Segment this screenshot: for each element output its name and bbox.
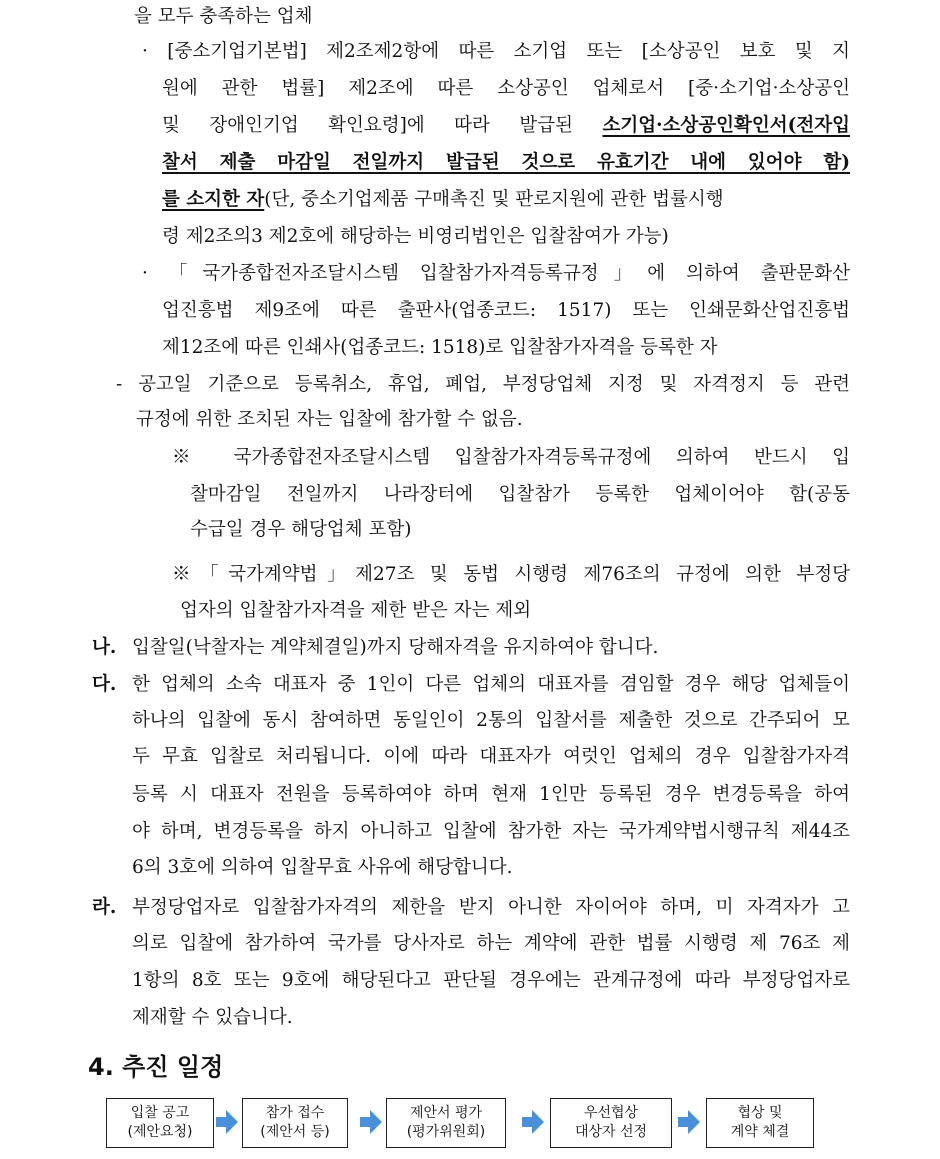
text-span: 및 장애인기업 확인요령]에 따라 발급된 [162, 115, 573, 136]
flow-step-line: (평가위원회) [406, 1124, 486, 1140]
flow-step [706, 1098, 814, 1148]
text-line: 두 무효 입찰로 처리됩니다. 이에 따라 대표자가 여럿인 업체의 경우 입찰참가자격 [132, 746, 850, 767]
text-line: - 공고일 기준으로 등록취소, 휴업, 폐업, 부정당업체 지정 및 자격정지 등 관련 [116, 374, 850, 395]
text-line: 하나의 입찰에 동시 참여하면 동일인이 2통의 입찰서를 제출한 것으로 간주되어 모 [132, 710, 850, 731]
text-line: 제재할 수 있습니다. [132, 1007, 293, 1028]
text-line: 령 제2조의3 제2호에 해당하는 비영리법인은 입찰참여가 가능) [162, 226, 669, 247]
text-line: · [중소기업기본법] 제2조제2항에 따른 소기업 또는 [소상공인 보호 및 지 [142, 41, 850, 62]
flow-step [386, 1098, 506, 1148]
item-label: 나. [92, 637, 117, 658]
flow-step-line: 입찰 공고 [130, 1105, 190, 1121]
text-line: 등록 시 대표자 전원을 등록하여야 하며 현재 1인만 등록된 경우 변경등록을 하여 [132, 784, 850, 805]
flow-step-line: 계약 체결 [730, 1124, 790, 1140]
flow-step [106, 1098, 214, 1148]
text-span: (단, 중소기업제품 구매촉진 및 판로지원에 관한 법률시행 [264, 189, 724, 210]
section-title: 4. 추진 일정 [88, 1053, 224, 1081]
text-line: · 「국가종합전자조달시스템 입찰참가자격등록규정」에 의하여 출판문화산 [142, 263, 850, 284]
note-line: 업자의 입찰참가자격을 제한 받은 자는 제외 [180, 600, 532, 621]
text-line: 을 모두 충족하는 업체 [134, 6, 313, 27]
flow-step-line: 참가 접수 [265, 1105, 325, 1121]
underlined-text-line: 찰서 제출 마감일 전일까지 발급된 것으로 유효기간 내에 있어야 함) [162, 152, 850, 173]
note-line: 수급일 경우 해당업체 포함) [190, 519, 412, 540]
text-line: 입찰일(낙찰자는 계약체결일)까지 당해자격을 유지하여야 합니다. [132, 637, 659, 658]
underlined-text: 소기업·소상공인확인서(전자입 [602, 115, 850, 136]
arrow-right-icon [678, 1110, 700, 1134]
flow-step-line: (제안서 등) [260, 1124, 330, 1140]
flow-step [550, 1098, 672, 1148]
note-line: ※「국가계약법」제27조 및 동법 시행령 제76조의 규정에 의한 부정당 [172, 564, 850, 585]
flow-step-line: 제안서 평가 [409, 1105, 483, 1121]
flow-step-line: 우선협상 [583, 1105, 639, 1121]
note-line: 찰마감일 전일까지 나라장터에 입찰참가 등록한 업체이어야 함(공동 [190, 484, 850, 505]
text-line: 6의 3호에 의하여 입찰무효 사유에 해당합니다. [132, 857, 513, 878]
note-line: ※ 국가종합전자조달시스템 입찰참가자격등록규정에 의하여 반드시 입 [172, 447, 850, 468]
text-line: 야 하며, 변경등록을 하지 아니하고 입찰에 참가한 자는 국가계약법시행규칙 제44조 [132, 821, 850, 842]
item-label: 라. [92, 897, 117, 918]
text-line: 제12조에 따른 인쇄사(업종코드: 1518)로 입찰참가자격을 등록한 자 [162, 337, 718, 358]
flow-step [242, 1098, 348, 1148]
item-label: 다. [92, 674, 117, 695]
flow-step-line: (제안요청) [127, 1124, 193, 1140]
text-line: 규정에 위한 조치된 자는 입찰에 참가할 수 없음. [136, 409, 523, 430]
text-line: 부정당업자로 입찰참가자격의 제한을 받지 아니한 자이어야 하며, 미 자격자가 고 [132, 897, 850, 918]
underlined-text: 를 소지한 자 [162, 189, 265, 210]
arrow-right-icon [522, 1110, 544, 1134]
flow-step-line: 협상 및 [737, 1105, 783, 1121]
flow-step-line: 대상자 선정 [574, 1124, 648, 1140]
arrow-right-icon [216, 1110, 238, 1134]
arrow-right-icon [360, 1110, 382, 1134]
text-line: 한 업체의 소속 대표자 중 1인이 다른 업체의 대표자를 겸임할 경우 해당 업체들이 [132, 674, 850, 695]
text-line: 의로 입찰에 참가하여 국가를 당사자로 하는 계약에 관한 법률 시행령 제 76조 제 [132, 933, 850, 954]
text-line [162, 111, 850, 141]
text-line [162, 185, 850, 215]
text-line: 업진흥법 제9조에 따른 출판사(업종코드: 1517) 또는 인쇄문화산업진흥법 [162, 300, 850, 321]
text-line: 원에 관한 법률] 제2조에 따른 소상공인 업체로서 [중·소기업·소상공인 [162, 78, 850, 99]
text-line: 1항의 8호 또는 9호에 해당된다고 판단될 경우에는 관계규정에 따라 부정당업자로 [132, 970, 850, 991]
process-flow [106, 1098, 826, 1150]
